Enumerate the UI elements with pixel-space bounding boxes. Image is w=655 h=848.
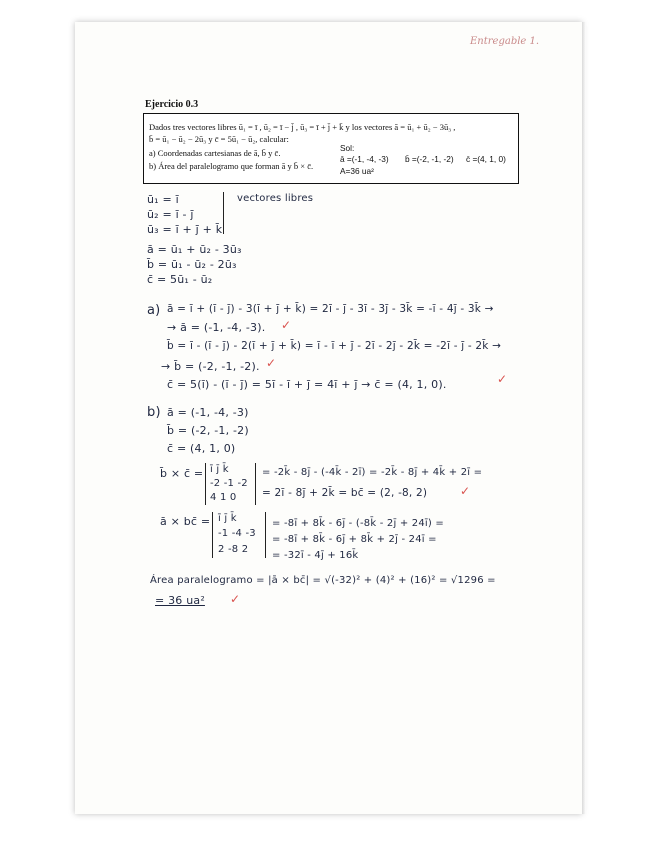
det1-right-bar (255, 463, 256, 505)
exercise-title: Ejercicio 0.3 (145, 99, 199, 110)
check-bxc: ✓ (460, 484, 471, 498)
def-u2: ū₂ = ī - j̄ (147, 208, 194, 221)
brace (223, 192, 230, 234)
def-u1: ū₁ = ī (147, 193, 179, 206)
sol-area: A=36 ua² (340, 166, 374, 176)
check-area: ✓ (230, 592, 241, 606)
check-c: ✓ (497, 372, 508, 386)
bxc-result-1: = -2k̄ - 8j̄ - (-4k̄ - 2ī) = -2k̄ - 8j̄ + 4k̄ + 2ī = (262, 467, 483, 478)
det1-left-bar (205, 463, 206, 505)
b-line-1: b̄ = ī - (ī - j̄) - 2(ī + j̄ + k̄) = ī - ī + j̄ - 2ī - 2j̄ - 2k̄ = -2ī - j̄ - 2k̄ → (167, 340, 502, 352)
def-a: ā = ū₁ + ū₂ - 3ū₃ (147, 243, 242, 256)
sol-c: c̄ =(4, 1, 0) (466, 154, 506, 164)
def-u3: ū₃ = ī + j̄ + k̄ (147, 223, 223, 236)
item-b: b) Área del paralelogramo que forman ā y b̄ × c̄. (149, 161, 314, 171)
item-a: a) Coordenadas cartesianas de ā, b̄ y c̄. (149, 148, 281, 158)
axbc-result-3: = -32ī - 4j̄ + 16k̄ (272, 550, 359, 561)
part-a-label: a) (147, 303, 161, 318)
vectores-libres-note: vectores libres (237, 193, 314, 204)
det1-row-3: 4 1 0 (210, 492, 237, 503)
vec-a: ā = (-1, -4, -3) (167, 406, 249, 419)
det2-row-1: ī j̄ k̄ (218, 513, 237, 524)
part-b-label: b) (147, 405, 161, 420)
vec-b: b̄ = (-2, -1, -2) (167, 424, 249, 437)
det2-right-bar (265, 512, 266, 558)
b-line-2: → b̄ = (-2, -1, -2). (161, 360, 260, 373)
sol-label: Sol: (340, 143, 355, 153)
bxc-result-2: = 2ī - 8j̄ + 2k̄ = bc̄ = (2, -8, 2) (262, 487, 428, 499)
statement-line-2: b̄ = ū₁ − ū₂ − 2ū₃ y c̄ = 5ū₁ − ū₂, calcular: (149, 134, 289, 144)
c-line-1: c̄ = 5(ī) - (ī - j̄) = 5ī - ī + j̄ = 4ī + j̄ → c̄ = (4, 1, 0). (167, 378, 447, 391)
det1-row-1: ī j̄ k̄ (210, 464, 229, 475)
det2-left-bar (212, 512, 213, 558)
def-b: b̄ = ū₁ - ū₂ - 2ū₃ (147, 258, 237, 271)
paper-edge-shadow (582, 22, 586, 814)
sol-b: b̄ =(-2, -1, -2) (405, 154, 454, 164)
def-c: c̄ = 5ū₁ - ū₂ (147, 273, 213, 286)
axbc-label: ā × bc̄ = (160, 515, 211, 528)
area-line-1: Área paralelogramo = |ā × bc̄| = √(-32)² + (4)² + (16)² = √1296 = (150, 575, 496, 586)
vec-c: c̄ = (4, 1, 0) (167, 442, 236, 455)
a-line-2: → ā = (-1, -4, -3). (167, 321, 266, 334)
sol-a: ā =(-1, -4, -3) (340, 154, 389, 164)
det1-row-2: -2 -1 -2 (210, 478, 248, 489)
statement-line-1: Dados tres vectores libres ū₁ = ī , ū₂ = ī − j̄ , ū₃ = ī + j̄ + k̄ y los vectores ā = ū₁ + ū₂ − 3ū₃ , (149, 122, 456, 132)
det2-row-3: 2 -8 2 (218, 544, 249, 555)
check-a: ✓ (281, 318, 292, 332)
check-b: ✓ (266, 356, 277, 370)
axbc-result-2: = -8ī + 8k̄ - 6j̄ + 8k̄ + 2j̄ - 24ī = (272, 534, 437, 545)
area-line-2: = 36 ua² (155, 594, 205, 607)
bxc-label: b̄ × c̄ = (160, 467, 204, 480)
det2-row-2: -1 -4 -3 (218, 528, 256, 539)
corner-label: Entregable 1. (470, 36, 540, 47)
a-line-1: ā = ī + (ī - j̄) - 3(ī + j̄ + k̄) = 2ī - j̄ - 3ī - 3j̄ - 3k̄ = -ī - 4j̄ - 3k̄ → (167, 303, 494, 315)
axbc-result-1: = -8ī + 8k̄ - 6j̄ - (-8k̄ - 2j̄ + 24ī) = (272, 518, 444, 529)
